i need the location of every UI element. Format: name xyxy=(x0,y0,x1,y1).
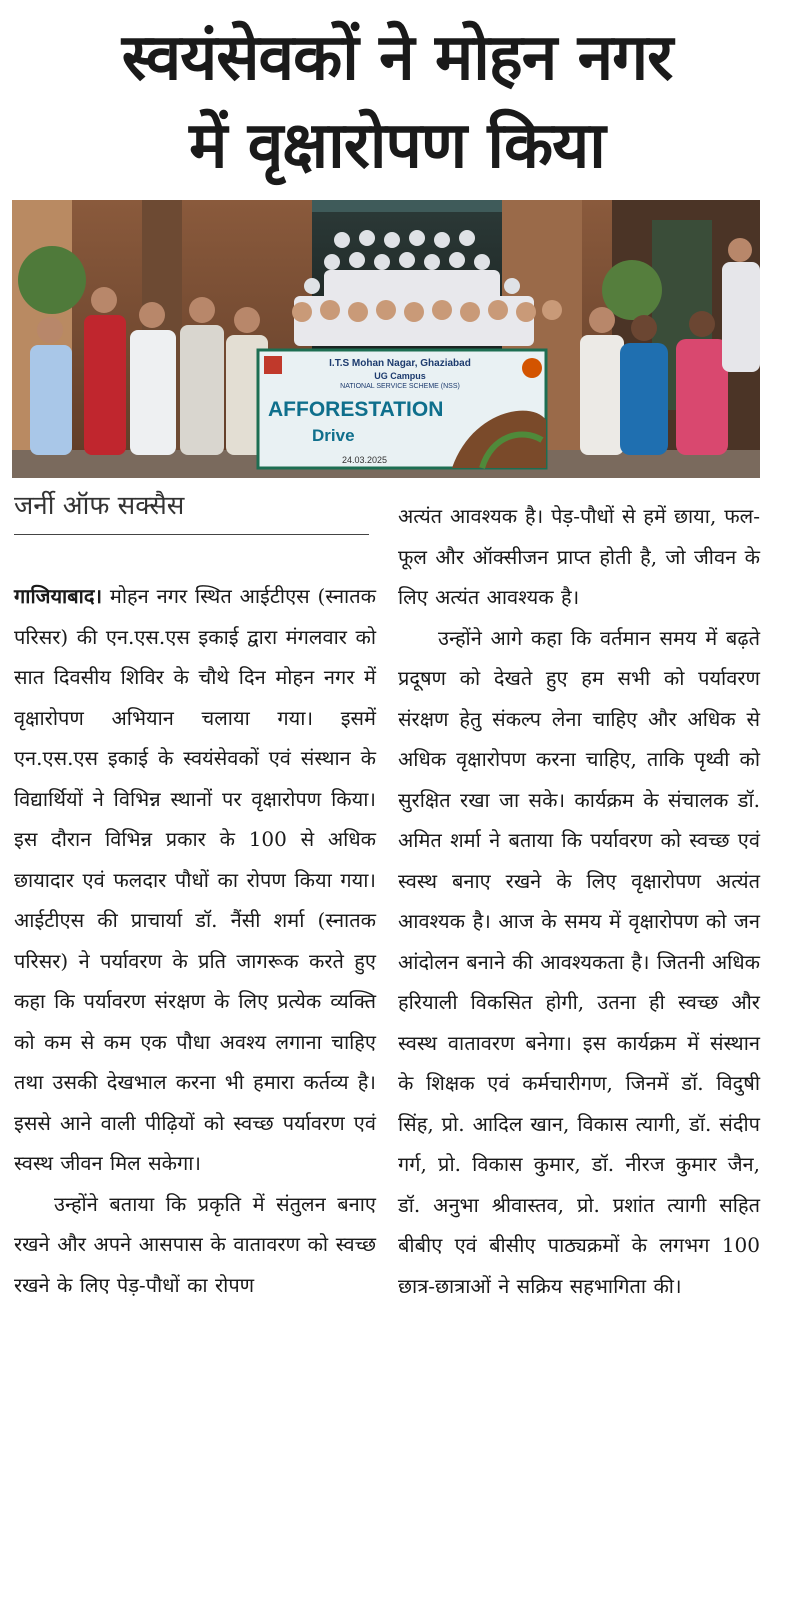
paragraph-3: उन्होंने आगे कहा कि वर्तमान समय में बढ़ते प्रदूषण को देखते हुए हम सभी को पर्यावरण संरक्षण हेतु संकल्प लेना चाहिए और अधिक से अधिक वृक्षारोपण करना चाहिए, ताकि पृथ्वी को सुरक्षित रखा जा सके। कार्यक्रम के संचालक डॉ. अमित शर्मा ने बताया कि पर्यावरण को स्वच्छ एवं स्वस्थ बनाए रखने के लिए वृक्षारोपण अत्यंत आवश्यक है। आज के समय में वृक्षारोपण को जन आंदोलन बनाने की आवश्यकता है। जितनी अधिक हरियाली विकसित होगी, उतना ही स्वच्छ और स्वस्थ वातावरण बनेगा। इस कार्यक्रम में संस्थान के शिक्षक एवं कर्मचारीगण, जिनमें डॉ. विदुषी सिंह, प्रो. आदिल खान, विकास त्यागी, डॉ. संदीप गर्ग, प्रो. विकास कुमार, डॉ. नीरज कुमार जैन, डॉ. अनुभा श्रीवास्तव, प्रो. प्रशांत त्यागी सहित बीबीए एवं बीसीए पाठ्यक्रमों के लगभग 100 छात्र-छात्राओं ने सक्रिय सहभागिता की। xyxy=(398,625,761,1298)
paragraph-2-part-1: उन्होंने बताया कि प्रकृति में संतुलन बनाए रखने और अपने आसपास के वातावरण को स्वच्छ रखने के लिए पेड़-पौधों का रोपण xyxy=(14,1191,376,1297)
banner-campus: UG Campus xyxy=(374,371,426,381)
paragraph-1 xyxy=(14,576,376,1184)
banner-date: 24.03.2025 xyxy=(342,455,388,465)
news-photo xyxy=(12,200,760,478)
byline: जर्नी ऑफ सक्सैस xyxy=(14,488,369,535)
banner-subtitle: Drive xyxy=(312,426,355,445)
article-column-left xyxy=(14,576,376,1305)
banner-unit: NATIONAL SERVICE SCHEME (NSS) xyxy=(340,383,460,390)
paragraph-1-text: मोहन नगर स्थित आईटीएस (स्नातक परिसर) की एन.एस.एस इकाई द्वारा मंगलवार को सात दिवसीय शिविर के चौथे दिन मोहन नगर में वृक्षारोपण अभियान चलाया गया। इसमें एन.एस.एस इकाई के स्वयंसेवकों एवं संस्थान के विद्यार्थियों ने विभिन्न स्थानों पर वृक्षारोपण किया। इस दौरान विभिन्न प्रकार के 100 से अधिक छायादार एवं फलदार पौधों का रोपण किया गया। आईटीएस की प्राचार्या डॉ. नैंसी शर्मा (स्नातक परिसर) ने पर्यावरण के प्रति जागरूक करते हुए कहा कि पर्यावरण संरक्षण के लिए प्रत्येक व्यक्ति को कम से कम एक पौधा अवश्य लगाना चाहिए तथा उसकी देखभाल करना भी हमारा कर्तव्य है। इससे आने वाली पीढ़ियों को स्वच्छ पर्यावरण एवं स्वस्थ जीवन मिल सकेगा। xyxy=(14,584,376,1175)
headline-line-2: में वृक्षारोपण किया xyxy=(189,109,605,183)
paragraph-2-part-2: अत्यंत आवश्यक है। पेड़-पौधों से हमें छाया, फल-फूल और ऑक्सीजन प्राप्त होती है, जो जीवन के लिए अत्यंत आवश्यक है। xyxy=(398,504,760,609)
group-photo-illustration xyxy=(12,200,760,478)
headline xyxy=(14,14,780,190)
article-column-right xyxy=(398,496,760,1306)
headline-line-1: स्वयंसेवकों ने मोहन नगर xyxy=(121,21,673,95)
banner-title: AFFORESTATION xyxy=(268,398,444,421)
dateline: गाजियाबाद। xyxy=(14,584,103,608)
banner-institute: I.T.S Mohan Nagar, Ghaziabad xyxy=(329,358,471,369)
